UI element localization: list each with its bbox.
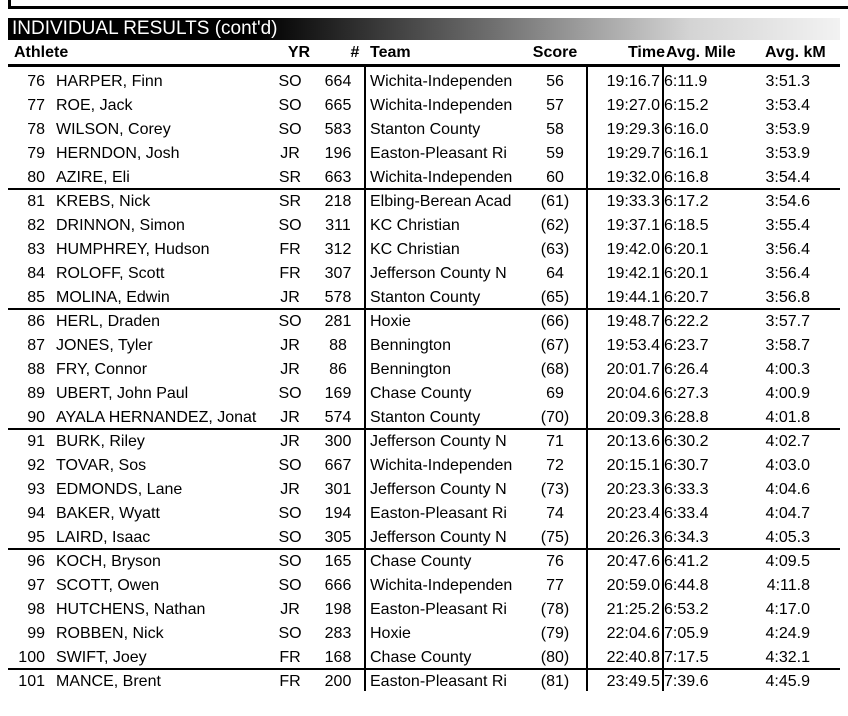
- athlete-avg-mile: 6:16.8: [664, 169, 709, 186]
- athlete-year: FR: [279, 649, 301, 666]
- table-row: [8, 406, 840, 430]
- athlete-place: 94: [27, 505, 45, 522]
- athlete-time: 19:44.1: [606, 289, 660, 306]
- athlete-score: (81): [540, 673, 570, 690]
- athlete-avg-km: 3:56.4: [765, 265, 810, 282]
- athlete-name: KOCH, Bryson: [56, 553, 161, 570]
- athlete-year: FR: [279, 241, 301, 258]
- athlete-time: 20:13.6: [606, 433, 660, 450]
- athlete-avg-km: 4:03.0: [765, 457, 810, 474]
- athlete-team: Hoxie: [370, 625, 411, 642]
- athlete-avg-km: 4:11.8: [766, 577, 810, 594]
- athlete-year: SO: [278, 313, 302, 330]
- athlete-avg-km: 4:24.9: [765, 625, 810, 642]
- athlete-year: JR: [280, 337, 300, 354]
- athlete-time: 20:04.6: [606, 385, 660, 402]
- athlete-place: 100: [18, 649, 45, 666]
- athlete-number: 578: [324, 289, 352, 306]
- athlete-place: 98: [27, 601, 45, 618]
- section-title: INDIVIDUAL RESULTS (cont'd): [12, 18, 278, 39]
- athlete-avg-km: 4:01.8: [765, 409, 810, 426]
- athlete-team: Hoxie: [370, 313, 411, 330]
- athlete-team: Chase County: [370, 385, 472, 402]
- athlete-team: Jefferson County N: [370, 481, 507, 498]
- athlete-place: 86: [27, 313, 45, 330]
- athlete-year: SR: [278, 193, 302, 210]
- table-row: [8, 310, 840, 334]
- table-row: [8, 430, 840, 454]
- athlete-avg-km: 3:55.4: [765, 217, 810, 234]
- athlete-year: SO: [278, 457, 302, 474]
- table-row: [8, 286, 840, 310]
- athlete-avg-mile: 6:44.8: [664, 577, 709, 594]
- athlete-place: 84: [27, 265, 45, 282]
- athlete-avg-km: 4:00.3: [765, 361, 810, 378]
- athlete-avg-km: 4:02.7: [765, 433, 810, 450]
- athlete-place: 93: [27, 481, 45, 498]
- athlete-score: 77: [546, 577, 564, 594]
- athlete-time: 20:23.3: [606, 481, 660, 498]
- athlete-team: Bennington: [370, 361, 451, 378]
- athlete-score: (66): [540, 313, 570, 330]
- header-team: Team: [370, 44, 411, 61]
- table-row: [8, 382, 840, 406]
- athlete-score: (65): [540, 289, 570, 306]
- athlete-year: FR: [279, 265, 301, 282]
- athlete-score: (70): [540, 409, 570, 426]
- athlete-avg-km: 4:05.3: [765, 529, 810, 546]
- athlete-time: 22:40.8: [606, 649, 660, 666]
- athlete-avg-km: 4:17.0: [765, 601, 810, 618]
- athlete-avg-mile: 6:20.7: [664, 289, 709, 306]
- athlete-number: 283: [324, 625, 352, 642]
- athlete-team: Wichita-Independen: [370, 169, 513, 186]
- athlete-name: HARPER, Finn: [56, 73, 163, 90]
- athlete-score: (73): [540, 481, 570, 498]
- athlete-name: MANCE, Brent: [56, 673, 161, 690]
- table-row: [8, 166, 840, 190]
- athlete-name: TOVAR, Sos: [56, 457, 147, 474]
- athlete-number: 218: [324, 193, 352, 210]
- athlete-name: SWIFT, Joey: [56, 649, 147, 666]
- athlete-place: 88: [27, 361, 45, 378]
- athlete-place: 82: [27, 217, 45, 234]
- athlete-avg-mile: 6:34.3: [664, 529, 709, 546]
- athlete-year: SR: [278, 169, 302, 186]
- table-row: [8, 190, 840, 214]
- table-row: [8, 358, 840, 382]
- athlete-name: HUMPHREY, Hudson: [56, 241, 210, 258]
- athlete-year: SO: [278, 505, 302, 522]
- athlete-team: Easton-Pleasant Ri: [370, 673, 507, 690]
- athlete-avg-km: 3:56.4: [765, 241, 810, 258]
- athlete-time: 22:04.6: [606, 625, 660, 642]
- athlete-avg-mile: 6:30.7: [664, 457, 709, 474]
- athlete-name: HERL, Draden: [56, 313, 161, 330]
- athlete-place: 89: [27, 385, 45, 402]
- athlete-year: JR: [280, 409, 300, 426]
- athlete-name: ROBBEN, Nick: [56, 625, 164, 642]
- table-row: [8, 526, 840, 550]
- athlete-score: 71: [546, 433, 564, 450]
- results-table-body: [8, 70, 840, 694]
- athlete-time: 23:49.5: [606, 673, 660, 690]
- athlete-team: KC Christian: [370, 241, 460, 258]
- athlete-avg-mile: 6:26.4: [664, 361, 709, 378]
- athlete-score: (75): [540, 529, 570, 546]
- athlete-number: 281: [324, 313, 352, 330]
- athlete-time: 20:15.1: [606, 457, 660, 474]
- athlete-avg-mile: 6:33.3: [664, 481, 709, 498]
- athlete-name: MOLINA, Edwin: [56, 289, 170, 306]
- athlete-name: LAIRD, Isaac: [56, 529, 151, 546]
- athlete-avg-mile: 6:20.1: [664, 265, 709, 282]
- athlete-place: 76: [27, 73, 45, 90]
- athlete-number: 663: [324, 169, 352, 186]
- athlete-avg-km: 4:04.6: [765, 481, 810, 498]
- athlete-number: 667: [324, 457, 352, 474]
- header-athlete: Athlete: [14, 44, 69, 61]
- athlete-score: (79): [540, 625, 570, 642]
- table-row: [8, 118, 840, 142]
- athlete-number: 664: [324, 73, 352, 90]
- athlete-place: 77: [27, 97, 45, 114]
- athlete-name: HERNDON, Josh: [56, 145, 180, 162]
- athlete-place: 90: [27, 409, 45, 426]
- athlete-year: FR: [279, 673, 301, 690]
- athlete-score: 60: [546, 169, 564, 186]
- table-row: [8, 334, 840, 358]
- athlete-name: DRINNON, Simon: [56, 217, 185, 234]
- athlete-number: 666: [324, 577, 352, 594]
- athlete-score: 72: [546, 457, 564, 474]
- athlete-year: SO: [278, 553, 302, 570]
- table-row: [8, 550, 840, 574]
- athlete-year: SO: [278, 625, 302, 642]
- athlete-avg-km: 4:00.9: [765, 385, 810, 402]
- athlete-year: JR: [280, 601, 300, 618]
- athlete-time: 20:26.3: [606, 529, 660, 546]
- table-row: [8, 94, 840, 118]
- athlete-avg-mile: 7:17.5: [664, 649, 709, 666]
- athlete-team: Wichita-Independen: [370, 457, 513, 474]
- athlete-number: 311: [325, 217, 351, 234]
- athlete-number: 168: [324, 649, 352, 666]
- athlete-team: Wichita-Independen: [370, 577, 513, 594]
- athlete-score: 59: [546, 145, 564, 162]
- athlete-year: JR: [280, 433, 300, 450]
- athlete-time: 20:47.6: [606, 553, 660, 570]
- athlete-avg-km: 3:53.9: [765, 121, 810, 138]
- athlete-name: UBERT, John Paul: [56, 385, 189, 402]
- athlete-score: (67): [540, 337, 570, 354]
- header-time: Time: [627, 44, 665, 61]
- team-column-divider: [364, 66, 366, 691]
- table-row: [8, 598, 840, 622]
- athlete-team: Jefferson County N: [370, 433, 507, 450]
- athlete-name: KREBS, Nick: [56, 193, 151, 210]
- athlete-time: 19:29.3: [606, 121, 660, 138]
- athlete-avg-mile: 6:16.1: [664, 145, 709, 162]
- table-row: [8, 142, 840, 166]
- table-row: [8, 262, 840, 286]
- athlete-time: 21:25.2: [606, 601, 660, 618]
- athlete-score: 64: [546, 265, 564, 282]
- athlete-avg-km: 3:56.8: [765, 289, 810, 306]
- athlete-year: SO: [278, 73, 302, 90]
- athlete-number: 169: [324, 385, 352, 402]
- athlete-avg-mile: 6:27.3: [664, 385, 709, 402]
- athlete-time: 19:37.1: [606, 217, 660, 234]
- athlete-year: SO: [278, 217, 302, 234]
- athlete-name: AZIRE, Eli: [56, 169, 130, 186]
- athlete-place: 101: [18, 673, 45, 690]
- table-row: [8, 646, 840, 670]
- mile-column-divider: [662, 66, 664, 691]
- athlete-place: 87: [27, 337, 45, 354]
- header-number: #: [350, 44, 360, 61]
- time-column-divider: [586, 66, 588, 691]
- athlete-number: 574: [324, 409, 352, 426]
- athlete-time: 19:27.0: [606, 97, 660, 114]
- athlete-avg-mile: 6:17.2: [664, 193, 709, 210]
- top-frame: [8, 0, 848, 9]
- athlete-time: 19:48.7: [606, 313, 660, 330]
- athlete-time: 19:16.7: [606, 73, 660, 90]
- athlete-year: JR: [280, 481, 300, 498]
- athlete-name: ROLOFF, Scott: [56, 265, 165, 282]
- athlete-number: 301: [324, 481, 352, 498]
- athlete-time: 19:53.4: [606, 337, 660, 354]
- athlete-score: 76: [546, 553, 564, 570]
- athlete-place: 99: [27, 625, 45, 642]
- athlete-name: WILSON, Corey: [56, 121, 171, 138]
- athlete-year: SO: [278, 529, 302, 546]
- athlete-number: 200: [324, 673, 352, 690]
- table-row: [8, 70, 840, 94]
- athlete-team: Wichita-Independen: [370, 73, 513, 90]
- athlete-team: Easton-Pleasant Ri: [370, 145, 507, 162]
- athlete-number: 86: [329, 361, 347, 378]
- table-row: [8, 502, 840, 526]
- athlete-number: 665: [324, 97, 352, 114]
- athlete-year: SO: [278, 97, 302, 114]
- athlete-name: BURK, Riley: [56, 433, 145, 450]
- athlete-avg-mile: 6:22.2: [664, 313, 709, 330]
- athlete-avg-km: 3:53.9: [765, 145, 810, 162]
- athlete-avg-mile: 6:33.4: [664, 505, 709, 522]
- athlete-team: Jefferson County N: [370, 265, 507, 282]
- table-row: [8, 670, 840, 694]
- table-row: [8, 574, 840, 598]
- athlete-number: 300: [324, 433, 352, 450]
- athlete-time: 20:09.3: [606, 409, 660, 426]
- athlete-number: 165: [324, 553, 352, 570]
- athlete-score: 58: [546, 121, 564, 138]
- athlete-place: 81: [27, 193, 45, 210]
- athlete-year: SO: [278, 385, 302, 402]
- table-row: [8, 478, 840, 502]
- athlete-name: AYALA HERNANDEZ, Jonat: [56, 409, 257, 426]
- header-avg-mile: Avg. Mile: [666, 44, 736, 61]
- section-title-bar: [8, 18, 840, 40]
- athlete-place: 92: [27, 457, 45, 474]
- athlete-avg-km: 4:04.7: [765, 505, 810, 522]
- athlete-score: 57: [546, 97, 564, 114]
- athlete-number: 305: [324, 529, 352, 546]
- athlete-year: JR: [280, 145, 300, 162]
- athlete-place: 96: [27, 553, 45, 570]
- athlete-place: 97: [27, 577, 45, 594]
- athlete-avg-mile: 7:05.9: [664, 625, 709, 642]
- athlete-team: Stanton County: [370, 121, 481, 138]
- athlete-avg-km: 3:51.3: [765, 73, 810, 90]
- athlete-team: Elbing-Berean Acad: [370, 193, 512, 210]
- athlete-time: 19:32.0: [606, 169, 660, 186]
- athlete-name: SCOTT, Owen: [56, 577, 160, 594]
- athlete-avg-km: 3:54.4: [765, 169, 810, 186]
- athlete-avg-km: 3:58.7: [765, 337, 810, 354]
- athlete-place: 78: [27, 121, 45, 138]
- table-row: [8, 454, 840, 478]
- athlete-score: (68): [540, 361, 570, 378]
- athlete-score: (80): [540, 649, 570, 666]
- athlete-avg-mile: 6:23.7: [664, 337, 709, 354]
- athlete-place: 95: [27, 529, 45, 546]
- athlete-score: 74: [546, 505, 564, 522]
- athlete-score: 69: [546, 385, 564, 402]
- athlete-team: Stanton County: [370, 409, 481, 426]
- athlete-place: 85: [27, 289, 45, 306]
- athlete-number: 196: [324, 145, 352, 162]
- header-score: Score: [532, 44, 578, 61]
- athlete-time: 20:23.4: [606, 505, 660, 522]
- athlete-number: 307: [324, 265, 352, 282]
- athlete-score: (61): [540, 193, 570, 210]
- athlete-score: (63): [540, 241, 570, 258]
- athlete-time: 20:01.7: [606, 361, 660, 378]
- athlete-year: SO: [278, 577, 302, 594]
- athlete-avg-mile: 6:18.5: [664, 217, 709, 234]
- athlete-time: 20:59.0: [606, 577, 660, 594]
- athlete-place: 91: [27, 433, 45, 450]
- athlete-name: HUTCHENS, Nathan: [56, 601, 206, 618]
- athlete-year: SO: [278, 121, 302, 138]
- athlete-team: Chase County: [370, 553, 472, 570]
- athlete-avg-mile: 6:15.2: [664, 97, 709, 114]
- athlete-time: 19:29.7: [606, 145, 660, 162]
- athlete-time: 19:33.3: [606, 193, 660, 210]
- athlete-number: 198: [324, 601, 352, 618]
- athlete-avg-km: 4:09.5: [765, 553, 810, 570]
- athlete-avg-mile: 7:39.6: [664, 673, 709, 690]
- table-row: [8, 214, 840, 238]
- athlete-score: (62): [540, 217, 570, 234]
- athlete-avg-km: 3:57.7: [765, 313, 810, 330]
- athlete-number: 194: [324, 505, 352, 522]
- athlete-avg-mile: 6:16.0: [664, 121, 709, 138]
- athlete-avg-km: 3:54.6: [765, 193, 810, 210]
- athlete-name: FRY, Connor: [56, 361, 148, 378]
- athlete-team: Stanton County: [370, 289, 481, 306]
- athlete-team: Wichita-Independen: [370, 97, 513, 114]
- athlete-name: BAKER, Wyatt: [56, 505, 160, 522]
- athlete-place: 80: [27, 169, 45, 186]
- table-header: [8, 44, 840, 64]
- athlete-time: 19:42.0: [606, 241, 660, 258]
- header-yr: YR: [287, 44, 311, 61]
- athlete-avg-mile: 6:11.9: [664, 73, 708, 90]
- athlete-time: 19:42.1: [606, 265, 660, 282]
- athlete-place: 79: [27, 145, 45, 162]
- header-avg-km: Avg. kM: [765, 44, 826, 61]
- athlete-name: ROE, Jack: [56, 97, 133, 114]
- athlete-avg-mile: 6:28.8: [664, 409, 709, 426]
- table-row: [8, 238, 840, 262]
- athlete-team: KC Christian: [370, 217, 460, 234]
- athlete-avg-mile: 6:20.1: [664, 241, 709, 258]
- athlete-avg-mile: 6:41.2: [664, 553, 709, 570]
- athlete-year: JR: [280, 289, 300, 306]
- athlete-avg-km: 4:32.1: [765, 649, 810, 666]
- athlete-team: Easton-Pleasant Ri: [370, 601, 507, 618]
- athlete-avg-km: 3:53.4: [765, 97, 810, 114]
- athlete-score: (78): [540, 601, 570, 618]
- athlete-place: 83: [27, 241, 45, 258]
- header-rule: [8, 64, 840, 67]
- athlete-team: Jefferson County N: [370, 529, 507, 546]
- athlete-name: EDMONDS, Lane: [56, 481, 183, 498]
- athlete-team: Bennington: [370, 337, 451, 354]
- athlete-avg-mile: 6:30.2: [664, 433, 709, 450]
- athlete-number: 88: [329, 337, 347, 354]
- athlete-number: 312: [324, 241, 352, 258]
- athlete-number: 583: [324, 121, 352, 138]
- athlete-team: Chase County: [370, 649, 472, 666]
- athlete-name: JONES, Tyler: [56, 337, 153, 354]
- athlete-score: 56: [546, 73, 564, 90]
- athlete-avg-km: 4:45.9: [765, 673, 810, 690]
- athlete-year: JR: [280, 361, 300, 378]
- athlete-avg-mile: 6:53.2: [664, 601, 709, 618]
- athlete-team: Easton-Pleasant Ri: [370, 505, 507, 522]
- table-row: [8, 622, 840, 646]
